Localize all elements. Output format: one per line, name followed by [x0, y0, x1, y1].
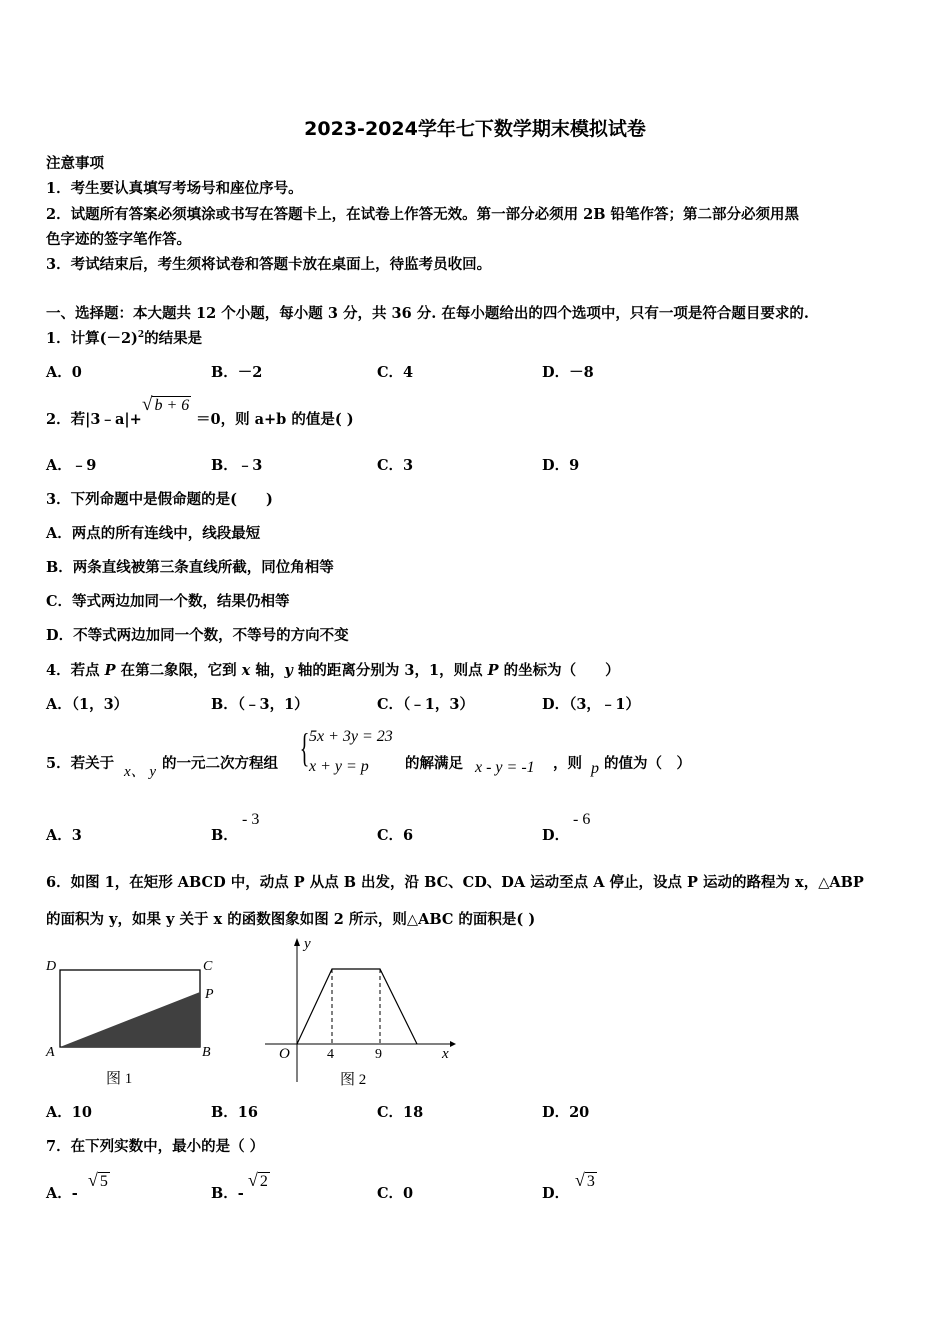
- q5-p: p: [591, 760, 599, 777]
- q1-option-a[interactable]: A．0: [46, 364, 82, 381]
- q3-option-b[interactable]: B．两条直线被第三条直线所截，同位角相等: [46, 559, 334, 576]
- fig2-y-arrow: [294, 938, 300, 946]
- fig1-label-c: C: [203, 959, 213, 974]
- q5-brace: {: [299, 725, 310, 770]
- figure-1: [40, 952, 230, 1090]
- fig1-label-p: P: [205, 987, 214, 1002]
- q4-option-c[interactable]: C．（﹣1，3）: [377, 696, 474, 713]
- fig2-x-arrow: [450, 1041, 456, 1047]
- question-6-line2: 的面积为 y，如果 y 关于 x 的函数图象如图 2 所示，则△ABC 的面积是( ): [46, 911, 536, 928]
- q5-option-a[interactable]: A．3: [46, 827, 82, 844]
- q7-option-d-value: √ 3: [575, 1170, 595, 1190]
- q6-option-a[interactable]: A．10: [46, 1104, 92, 1121]
- question-6-line1: 6．如图 1，在矩形 ABCD 中，动点 P 从点 B 出发，沿 BC、CD、DA 运动至点 A 停止，设点 P 运动的路程为 x，△ABP: [46, 874, 864, 891]
- q7-option-b-value: √ 2: [248, 1170, 268, 1190]
- q5-option-b-value: - 3: [242, 811, 260, 828]
- fig1-label-d: D: [46, 959, 57, 974]
- q1-pre: 1．计算: [46, 330, 100, 347]
- q5-eq2: x + y = p: [309, 758, 369, 775]
- question-5-post: 的值为（ ）: [604, 755, 691, 772]
- question-5-mid: 的一元二次方程组: [162, 755, 278, 772]
- q6-option-d[interactable]: D．20: [542, 1104, 590, 1121]
- notice-item: 1．考生要认真填写考场号和座位序号。: [46, 180, 303, 197]
- question-3: 3．下列命题中是假命题的是( ): [46, 491, 273, 508]
- q5-option-c[interactable]: C．6: [377, 827, 414, 844]
- q4-var: P: [104, 662, 116, 679]
- q1-option-c[interactable]: C．4: [377, 364, 414, 381]
- q4-option-d[interactable]: D．（3，﹣1）: [542, 696, 641, 713]
- q6-option-b[interactable]: B．16: [211, 1104, 258, 1121]
- question-7: 7．在下列实数中，最小的是（ ）: [46, 1138, 265, 1155]
- q7-option-a-value: √ 5: [88, 1170, 108, 1190]
- q1-post: 的结果是: [144, 330, 203, 347]
- q4-option-b[interactable]: B．（﹣3，1）: [211, 696, 309, 713]
- notice-heading: 注意事项: [46, 155, 104, 172]
- q1-exp: 2: [137, 330, 145, 341]
- page-title: 2023-2024学年七下数学期末模拟试卷: [304, 118, 646, 140]
- q3-option-a[interactable]: A．两点的所有连线中，线段最短: [46, 525, 261, 542]
- q1-option-b[interactable]: B．－2: [211, 364, 263, 381]
- q4-text: 4．若点: [46, 662, 105, 679]
- fig2-tick-9: 9: [375, 1047, 382, 1062]
- question-1: [46, 327, 202, 348]
- q5-option-b-label: B．: [211, 827, 238, 844]
- fig2-label-o: O: [279, 1046, 290, 1062]
- q5-option-b[interactable]: [211, 824, 238, 845]
- q7-option-c[interactable]: C．0: [377, 1185, 414, 1202]
- fig1-label-a: A: [46, 1045, 55, 1060]
- q2-option-c[interactable]: C．3: [377, 457, 414, 474]
- question-2-pre: 2．若|3﹣a|+: [46, 411, 142, 428]
- q4-var: P: [487, 662, 499, 679]
- q5-option-d-label: D．: [542, 827, 570, 844]
- q4-option-a[interactable]: A．（1，3）: [46, 696, 129, 713]
- q4-var: x: [241, 662, 251, 679]
- q2-option-a[interactable]: A．﹣9: [46, 457, 97, 474]
- fig2-tick-4: 4: [327, 1047, 334, 1062]
- notice-item: 色字迹的签字笔作答。: [46, 231, 191, 248]
- question-5-mid2: 的解满足: [405, 755, 463, 772]
- q7-option-a[interactable]: A．-: [46, 1185, 78, 1202]
- notice-item: 2．试题所有答案必须填涂或书写在答题卡上，在试卷上作答无效。第一部分必须用 2B 铅笔作答；第二部分必须用黑: [46, 206, 800, 223]
- q7-option-d[interactable]: D．: [542, 1185, 570, 1202]
- q7-radicand-b: 2: [259, 1173, 268, 1190]
- fig2-label-y: y: [304, 936, 311, 952]
- q5-vars: x、 y: [124, 764, 157, 780]
- fig1-caption: 图 1: [106, 1071, 133, 1087]
- q3-option-c[interactable]: C．等式两边加同一个数，结果仍相等: [46, 593, 290, 610]
- question-4: [46, 659, 620, 680]
- q6-option-c[interactable]: C．18: [377, 1104, 424, 1121]
- q1-option-d[interactable]: D．－8: [542, 364, 594, 381]
- question-5-pre: 5．若关于: [46, 755, 115, 772]
- q4-var: y: [284, 662, 293, 679]
- q2-option-d[interactable]: D．9: [542, 457, 580, 474]
- q2-radicand: b + 6: [154, 397, 190, 414]
- q7-option-b[interactable]: B．-: [211, 1185, 244, 1202]
- q7-radicand-a: 5: [99, 1173, 108, 1190]
- section-heading: 一、选择题：本大题共 12 个小题，每小题 3 分，共 36 分. 在每小题给出的四个选项中，只有一项是符合题目要求的.: [46, 305, 809, 322]
- q5-option-d[interactable]: [542, 824, 569, 845]
- fig2-caption: 图 2: [340, 1072, 367, 1088]
- q4-text: 在第二象限，它到: [115, 662, 242, 679]
- q5-eq1: 5x + 3y = 23: [309, 728, 393, 745]
- fig1-label-b: B: [202, 1045, 211, 1060]
- question-2-post: ＝0，则 a+b 的值是( ): [196, 411, 354, 428]
- fig1-shaded-triangle: [60, 992, 200, 1047]
- question-5-mid3: ，则: [553, 755, 582, 772]
- q3-option-d[interactable]: D．不等式两边加同一个数，不等号的方向不变: [46, 627, 349, 644]
- q4-text: 轴的距离分别为 3，1，则点: [292, 662, 488, 679]
- q5-option-d-value: - 6: [573, 811, 591, 828]
- notice-item: 3．考试结束后，考生须将试卷和答题卡放在桌面上，待监考员收回。: [46, 256, 492, 273]
- q4-text: 轴，: [250, 662, 285, 679]
- q7-radicand-d: 3: [586, 1173, 595, 1190]
- q2-option-b[interactable]: B．﹣3: [211, 457, 263, 474]
- figure-2: [262, 932, 462, 1090]
- q2-sqrt: √ b + 6: [142, 394, 190, 415]
- q5-cond: x - y = -1: [475, 759, 535, 776]
- fig2-label-x: x: [442, 1046, 449, 1062]
- q1-expr: (－2): [99, 330, 138, 347]
- fig2-graph-line: [297, 969, 417, 1044]
- q4-text: 的坐标为（ ）: [498, 662, 620, 679]
